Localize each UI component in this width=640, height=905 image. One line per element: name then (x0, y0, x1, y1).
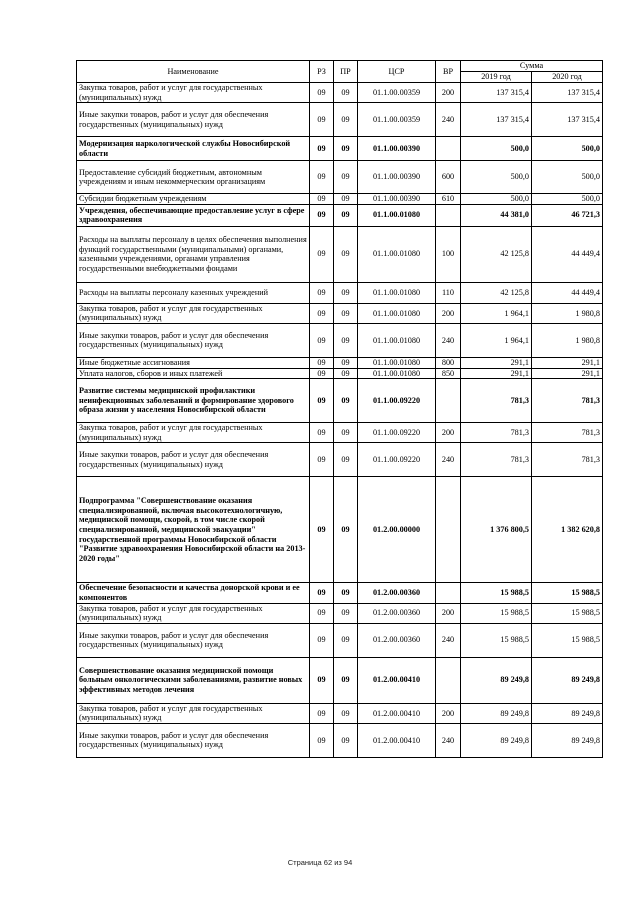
cell-csr: 01.2.00.00360 (358, 623, 436, 657)
header-vr: ВР (436, 61, 461, 83)
cell-pr: 09 (334, 137, 358, 161)
cell-2019: 89 249,8 (461, 657, 532, 703)
cell-2019: 137 315,4 (461, 83, 532, 103)
cell-csr: 01.1.00.09220 (358, 443, 436, 477)
cell-csr: 01.1.00.00359 (358, 103, 436, 137)
cell-vr (436, 204, 461, 226)
cell-rz: 09 (310, 443, 334, 477)
cell-pr: 09 (334, 323, 358, 357)
cell-csr: 01.1.00.01080 (358, 226, 436, 282)
cell-name: Развитие системы медицинской профилактики неинфекционных заболеваний и формирование здорового образа жизни у населения Новосибирской области (77, 379, 310, 423)
cell-name: Закупка товаров, работ и услуг для государственных (муниципальных) нужд (77, 83, 310, 103)
table-row (77, 423, 603, 443)
cell-2020: 781,3 (532, 423, 603, 443)
header-pr: ПР (334, 61, 358, 83)
cell-rz: 09 (310, 204, 334, 226)
cell-rz: 09 (310, 282, 334, 303)
cell-2019: 500,0 (461, 161, 532, 194)
cell-csr: 01.1.00.00390 (358, 194, 436, 205)
cell-rz: 09 (310, 161, 334, 194)
cell-csr: 01.2.00.00360 (358, 583, 436, 603)
table-row (77, 323, 603, 357)
cell-pr: 09 (334, 379, 358, 423)
cell-csr: 01.1.00.01080 (358, 323, 436, 357)
cell-name: Расходы на выплаты персоналу казенных учреждений (77, 282, 310, 303)
table-row (77, 657, 603, 703)
table-row (77, 103, 603, 137)
table-row (77, 379, 603, 423)
cell-pr: 09 (334, 204, 358, 226)
cell-2020: 291,1 (532, 368, 603, 379)
cell-vr (436, 477, 461, 583)
cell-csr: 01.2.00.00410 (358, 703, 436, 723)
cell-name: Подпрограмма "Совершенствование оказания специализированной, включая высокотехнологичную, медицинской помощи, скорой, в том числе скорой специализированной, медицинской эвакуации" государственной программы Новосибирской области "Развитие здравоохранения Новосибирской области на 2013-2020 годы" (77, 477, 310, 583)
cell-rz: 09 (310, 323, 334, 357)
cell-2020: 1 980,8 (532, 303, 603, 323)
cell-2020: 1 382 620,8 (532, 477, 603, 583)
table-row (77, 282, 603, 303)
cell-csr: 01.2.00.00410 (358, 657, 436, 703)
cell-rz: 09 (310, 477, 334, 583)
table-row (77, 603, 603, 623)
cell-2020: 500,0 (532, 161, 603, 194)
cell-vr: 240 (436, 723, 461, 757)
cell-vr: 200 (436, 703, 461, 723)
page-footer: Страница 62 из 94 (287, 858, 353, 867)
cell-2020: 137 315,4 (532, 103, 603, 137)
cell-2020: 291,1 (532, 357, 603, 368)
cell-name: Закупка товаров, работ и услуг для государственных (муниципальных) нужд (77, 703, 310, 723)
cell-name: Совершенствование оказания медицинской помощи больным онкологическими заболеваниями, развитие новых эффективных методов лечения (77, 657, 310, 703)
cell-2020: 89 249,8 (532, 723, 603, 757)
cell-2019: 781,3 (461, 443, 532, 477)
cell-rz: 09 (310, 703, 334, 723)
cell-rz: 09 (310, 303, 334, 323)
cell-name: Иные закупки товаров, работ и услуг для обеспечения государственных (муниципальных) нужд (77, 623, 310, 657)
cell-pr: 09 (334, 103, 358, 137)
cell-vr: 100 (436, 226, 461, 282)
cell-2019: 44 381,0 (461, 204, 532, 226)
cell-2020: 137 315,4 (532, 83, 603, 103)
cell-csr: 01.2.00.00000 (358, 477, 436, 583)
cell-rz: 09 (310, 583, 334, 603)
cell-vr: 200 (436, 603, 461, 623)
cell-csr: 01.1.00.01080 (358, 303, 436, 323)
header-rz: РЗ (310, 61, 334, 83)
table-row (77, 161, 603, 194)
cell-2020: 44 449,4 (532, 282, 603, 303)
cell-2019: 1 964,1 (461, 323, 532, 357)
cell-2019: 42 125,8 (461, 282, 532, 303)
cell-2020: 781,3 (532, 379, 603, 423)
cell-rz: 09 (310, 83, 334, 103)
cell-name: Иные закупки товаров, работ и услуг для обеспечения государственных (муниципальных) нужд (77, 723, 310, 757)
header-2020: 2020 год (532, 72, 603, 83)
cell-rz: 09 (310, 723, 334, 757)
cell-name: Расходы на выплаты персоналу в целях обеспечения выполнения функций государственными (муниципальными) органами, казенными учреждениями, органами управления государственными внебюджетными фондами (77, 226, 310, 282)
cell-name: Закупка товаров, работ и услуг для государственных (муниципальных) нужд (77, 423, 310, 443)
table-row (77, 303, 603, 323)
cell-vr (436, 137, 461, 161)
cell-2020: 1 980,8 (532, 323, 603, 357)
cell-2019: 781,3 (461, 379, 532, 423)
cell-vr: 240 (436, 103, 461, 137)
cell-pr: 09 (334, 83, 358, 103)
cell-name: Учреждения, обеспечивающие предоставление услуг в сфере здравоохранения (77, 204, 310, 226)
cell-vr (436, 657, 461, 703)
cell-pr: 09 (334, 161, 358, 194)
cell-pr: 09 (334, 443, 358, 477)
cell-2020: 15 988,5 (532, 603, 603, 623)
cell-pr: 09 (334, 282, 358, 303)
cell-csr: 01.1.00.09220 (358, 379, 436, 423)
cell-pr: 09 (334, 723, 358, 757)
cell-2020: 15 988,5 (532, 583, 603, 603)
cell-name: Модернизация наркологической службы Новосибирской области (77, 137, 310, 161)
table-row (77, 194, 603, 205)
header-name: Наименование (77, 61, 310, 83)
cell-pr: 09 (334, 194, 358, 205)
table-row (77, 583, 603, 603)
cell-csr: 01.1.00.09220 (358, 423, 436, 443)
cell-pr: 09 (334, 477, 358, 583)
cell-csr: 01.1.00.01080 (358, 357, 436, 368)
cell-2019: 15 988,5 (461, 603, 532, 623)
cell-rz: 09 (310, 103, 334, 137)
cell-2019: 500,0 (461, 194, 532, 205)
table-row (77, 477, 603, 583)
cell-rz: 09 (310, 368, 334, 379)
cell-name: Закупка товаров, работ и услуг для государственных (муниципальных) нужд (77, 303, 310, 323)
budget-table (76, 60, 603, 758)
cell-csr: 01.1.00.01080 (358, 282, 436, 303)
table-row (77, 357, 603, 368)
cell-vr: 240 (436, 623, 461, 657)
cell-vr (436, 379, 461, 423)
table-row (77, 723, 603, 757)
cell-name: Уплата налогов, сборов и иных платежей (77, 368, 310, 379)
cell-rz: 09 (310, 226, 334, 282)
cell-csr: 01.1.00.01080 (358, 368, 436, 379)
cell-2019: 89 249,8 (461, 703, 532, 723)
cell-csr: 01.1.00.01080 (358, 204, 436, 226)
cell-vr: 200 (436, 303, 461, 323)
cell-name: Иные закупки товаров, работ и услуг для обеспечения государственных (муниципальных) нужд (77, 323, 310, 357)
cell-csr: 01.2.00.00360 (358, 603, 436, 623)
cell-2019: 1 964,1 (461, 303, 532, 323)
cell-name: Обеспечение безопасности и качества донорской крови и ее компонентов (77, 583, 310, 603)
cell-name: Иные закупки товаров, работ и услуг для обеспечения государственных (муниципальных) нужд (77, 103, 310, 137)
cell-vr: 110 (436, 282, 461, 303)
cell-vr: 800 (436, 357, 461, 368)
header-csr: ЦСР (358, 61, 436, 83)
cell-rz: 09 (310, 137, 334, 161)
cell-pr: 09 (334, 423, 358, 443)
cell-csr: 01.1.00.00390 (358, 161, 436, 194)
cell-rz: 09 (310, 423, 334, 443)
table-row (77, 83, 603, 103)
table-row (77, 137, 603, 161)
cell-2020: 781,3 (532, 443, 603, 477)
cell-2019: 1 376 800,5 (461, 477, 532, 583)
cell-rz: 09 (310, 379, 334, 423)
cell-csr: 01.1.00.00359 (358, 83, 436, 103)
cell-2020: 500,0 (532, 194, 603, 205)
cell-2019: 42 125,8 (461, 226, 532, 282)
cell-rz: 09 (310, 623, 334, 657)
cell-name: Субсидии бюджетным учреждениям (77, 194, 310, 205)
cell-vr: 240 (436, 323, 461, 357)
cell-pr: 09 (334, 623, 358, 657)
table-row (77, 703, 603, 723)
cell-2019: 15 988,5 (461, 623, 532, 657)
table-row (77, 204, 603, 226)
cell-rz: 09 (310, 603, 334, 623)
cell-pr: 09 (334, 703, 358, 723)
cell-vr (436, 583, 461, 603)
cell-csr: 01.2.00.00410 (358, 723, 436, 757)
header-2019: 2019 год (461, 72, 532, 83)
cell-pr: 09 (334, 368, 358, 379)
cell-vr: 610 (436, 194, 461, 205)
cell-pr: 09 (334, 357, 358, 368)
table-row (77, 443, 603, 477)
cell-rz: 09 (310, 357, 334, 368)
cell-2020: 15 988,5 (532, 623, 603, 657)
cell-2020: 500,0 (532, 137, 603, 161)
cell-name: Иные закупки товаров, работ и услуг для обеспечения государственных (муниципальных) нужд (77, 443, 310, 477)
cell-2019: 15 988,5 (461, 583, 532, 603)
cell-rz: 09 (310, 657, 334, 703)
cell-2019: 291,1 (461, 368, 532, 379)
table-row (77, 368, 603, 379)
cell-2020: 89 249,8 (532, 703, 603, 723)
cell-vr: 200 (436, 423, 461, 443)
cell-2020: 89 249,8 (532, 657, 603, 703)
table-row (77, 623, 603, 657)
cell-2020: 44 449,4 (532, 226, 603, 282)
cell-2019: 137 315,4 (461, 103, 532, 137)
table-row (77, 226, 603, 282)
cell-pr: 09 (334, 583, 358, 603)
cell-vr: 200 (436, 83, 461, 103)
table-body (77, 83, 603, 758)
cell-2019: 781,3 (461, 423, 532, 443)
cell-name: Предоставление субсидий бюджетным, автономным учреждениям и иным некоммерческим организациям (77, 161, 310, 194)
cell-2019: 291,1 (461, 357, 532, 368)
cell-name: Закупка товаров, работ и услуг для государственных (муниципальных) нужд (77, 603, 310, 623)
cell-2020: 46 721,3 (532, 204, 603, 226)
cell-2019: 500,0 (461, 137, 532, 161)
cell-2019: 89 249,8 (461, 723, 532, 757)
cell-pr: 09 (334, 603, 358, 623)
header-sum: Сумма (461, 61, 603, 72)
cell-pr: 09 (334, 657, 358, 703)
cell-pr: 09 (334, 226, 358, 282)
cell-name: Иные бюджетные ассигнования (77, 357, 310, 368)
cell-vr: 600 (436, 161, 461, 194)
cell-vr: 240 (436, 443, 461, 477)
cell-vr: 850 (436, 368, 461, 379)
cell-rz: 09 (310, 194, 334, 205)
cell-csr: 01.1.00.00390 (358, 137, 436, 161)
cell-pr: 09 (334, 303, 358, 323)
